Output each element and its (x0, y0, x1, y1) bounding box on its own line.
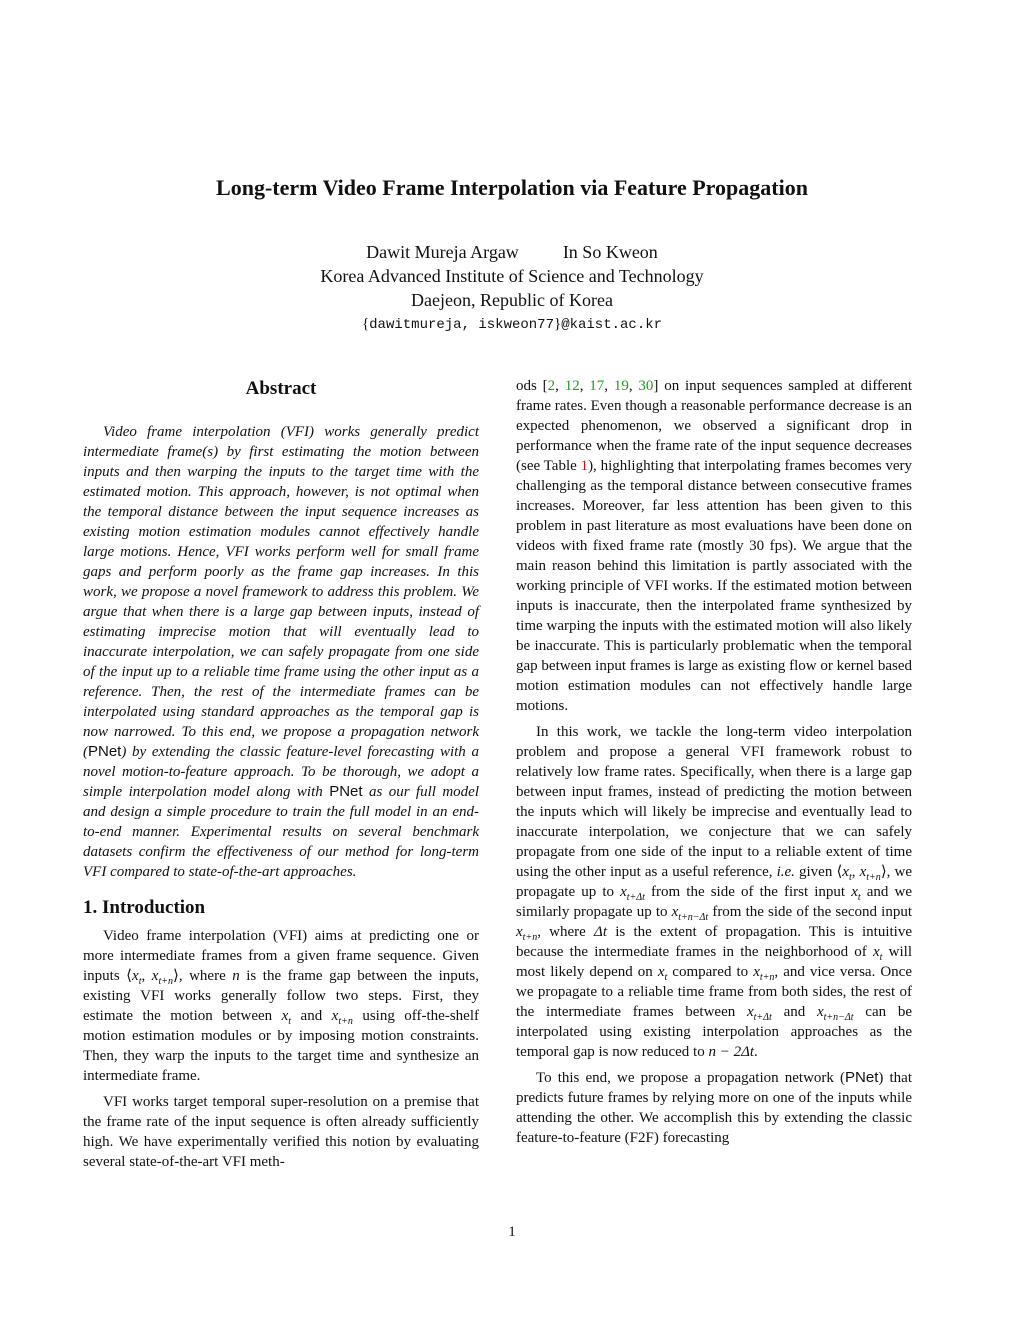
author-names (0, 240, 1024, 264)
author-1: Dawit Mureja Argaw (366, 242, 519, 262)
location: Daejeon, Republic of Korea (411, 290, 613, 310)
author-2: In So Kweon (562, 242, 658, 262)
left-column (83, 376, 479, 1178)
author-email: {dawitmureja, iskweon77}@kaist.ac.kr (361, 316, 663, 333)
author-block (0, 240, 1024, 337)
paper-title: Long-term Video Frame Interpolation via Feature Propagation (216, 175, 808, 200)
section-heading-introduction: 1. Introduction (83, 897, 206, 918)
affiliation: Korea Advanced Institute of Science and Technology (320, 266, 704, 286)
intro-paragraph-4: In this work, we tackle the long-term video interpolation problem and propose a general VFI framework robust to relatively low frame rates. Specifically, when there is a large gap between input frames, instead of predicting the motion between the inputs which will likely be imprecise and eventually lead to inaccurate interpolation, we conjecture that we can safely propagate from one side of the input to a reliable extent of time using the other input as a useful reference, i.e. given $⟨x_t$, $x_{t+n}⟩$, we propagate up to $x_{t+\Delta t}$ from the side of the first input $x_t$ and we similarly propagate up to $x_{t+n-\Delta t}$ from the side of the second input $x_{t+n}$, where Δt is the extent of propagation. This is intuitive because the intermediate frames in the neighborhood of $x_t$ will most likely depend on $x_t$ compared to $x_{t+n}$, and vice versa. Once we propagate to a reliable time frame from both sides, the rest of the intermediate frames between $x_{t+\Delta t}$ and $x_{t+n-\Delta t}$ can be interpolated using existing interpolation approaches as the temporal gap is now reduced to n − 2Δt. (516, 724, 913, 1060)
citation-link[interactable]: 19 (613, 378, 629, 394)
right-column (516, 376, 912, 1154)
citation-link[interactable]: 2 (547, 378, 556, 394)
citation-link[interactable]: 17 (589, 378, 605, 394)
intro-paragraph-5: To this end, we propose a propagation network (PNet) that predicts future frames by relying more on one of the inputs while attending the other. We accomplish this by extending the classic feature-to-feature (F2F) forecasting (516, 1069, 912, 1146)
intro-paragraph-1: Video frame interpolation (VFI) aims at predicting one or more intermediate frames from a given frame sequence. Given inputs $⟨x_t$, $x_{t+n}⟩$, where n is the frame gap between the inputs, existing VFI works generally follow two steps. First, they estimate the motion between $x_t$ and $x_{t+n}$ using off-the-shelf motion estimation modules or by imposing motion constraints. Then, they warp the inputs to the target time and synthesize an intermediate frame. (83, 928, 480, 1084)
table-ref-link[interactable]: 1 (580, 458, 589, 474)
intro-paragraph-2: VFI works target temporal super-resolution on a premise that the frame rate of the input sequence is often already sufficiently high. We have experimentally verified this notion by evaluating several state-of-the-art VFI meth- (83, 1094, 479, 1170)
citation-link[interactable]: 12 (564, 378, 580, 394)
abstract-heading: Abstract (245, 378, 317, 399)
intro-paragraph-3: ods [2, 12, 17, 19, 30] on input sequences sampled at different frame rates. Even though a reasonable performance decrease is an expected phenomenon, we observed a significant drop in performance when the frame rate of the input sequence decreases (see Table 1), highlighting that interpolating frames becomes very challenging as the temporal distance between consecutive frames increases. Moreover, far less attention has been given to this problem in past literature as most evaluations have been done on videos with fixed frame rate (mostly 30 fps). We argue that the main reason behind this limitation is partly associated with the working principle of VFI works. If the estimated motion between inputs is inaccurate, then the interpolated frame synthesized by time warping the inputs with the estimated motion will also likely be inaccurate. This is particularly problematic when the temporal gap between input frames is large as existing flow or kernel based motion estimation modules can not effectively handle large motions. (516, 378, 913, 714)
citation-link[interactable]: 30 (638, 378, 654, 394)
page-number: 1 (508, 1224, 516, 1240)
abstract-text: Video frame interpolation (VFI) works generally predict intermediate frame(s) by first estimating the motion between inputs and then warping the inputs to the target time with the estimated motion. This approach, however, is not optimal when the temporal distance between the input sequence increases as existing motion estimation modules cannot effectively handle large motions. Hence, VFI works perform well for small frame gaps and perform poorly as the frame gap increases. In this work, we propose a novel framework to address this problem. We argue that when there is a large gap between inputs, instead of estimating imprecise motion that will eventually lead to inaccurate interpolation, we can safely propagate from one side of the input up to a reliable time frame using the other input as a reference. Then, the rest of the intermediate frames can be interpolated using standard approaches as the temporal gap is now narrowed. To this end, we propose a propagation network (PNet) by extending the classic feature-level forecasting with a novel motion-to-feature approach. To be thorough, we adopt a simple interpolation model along with PNet as our full model and design a simple procedure to train the full model in an end-to-end manner. Experimental results on several benchmark datasets confirm the effectiveness of our method for long-term VFI compared to state-of-the-art approaches. (83, 424, 479, 880)
